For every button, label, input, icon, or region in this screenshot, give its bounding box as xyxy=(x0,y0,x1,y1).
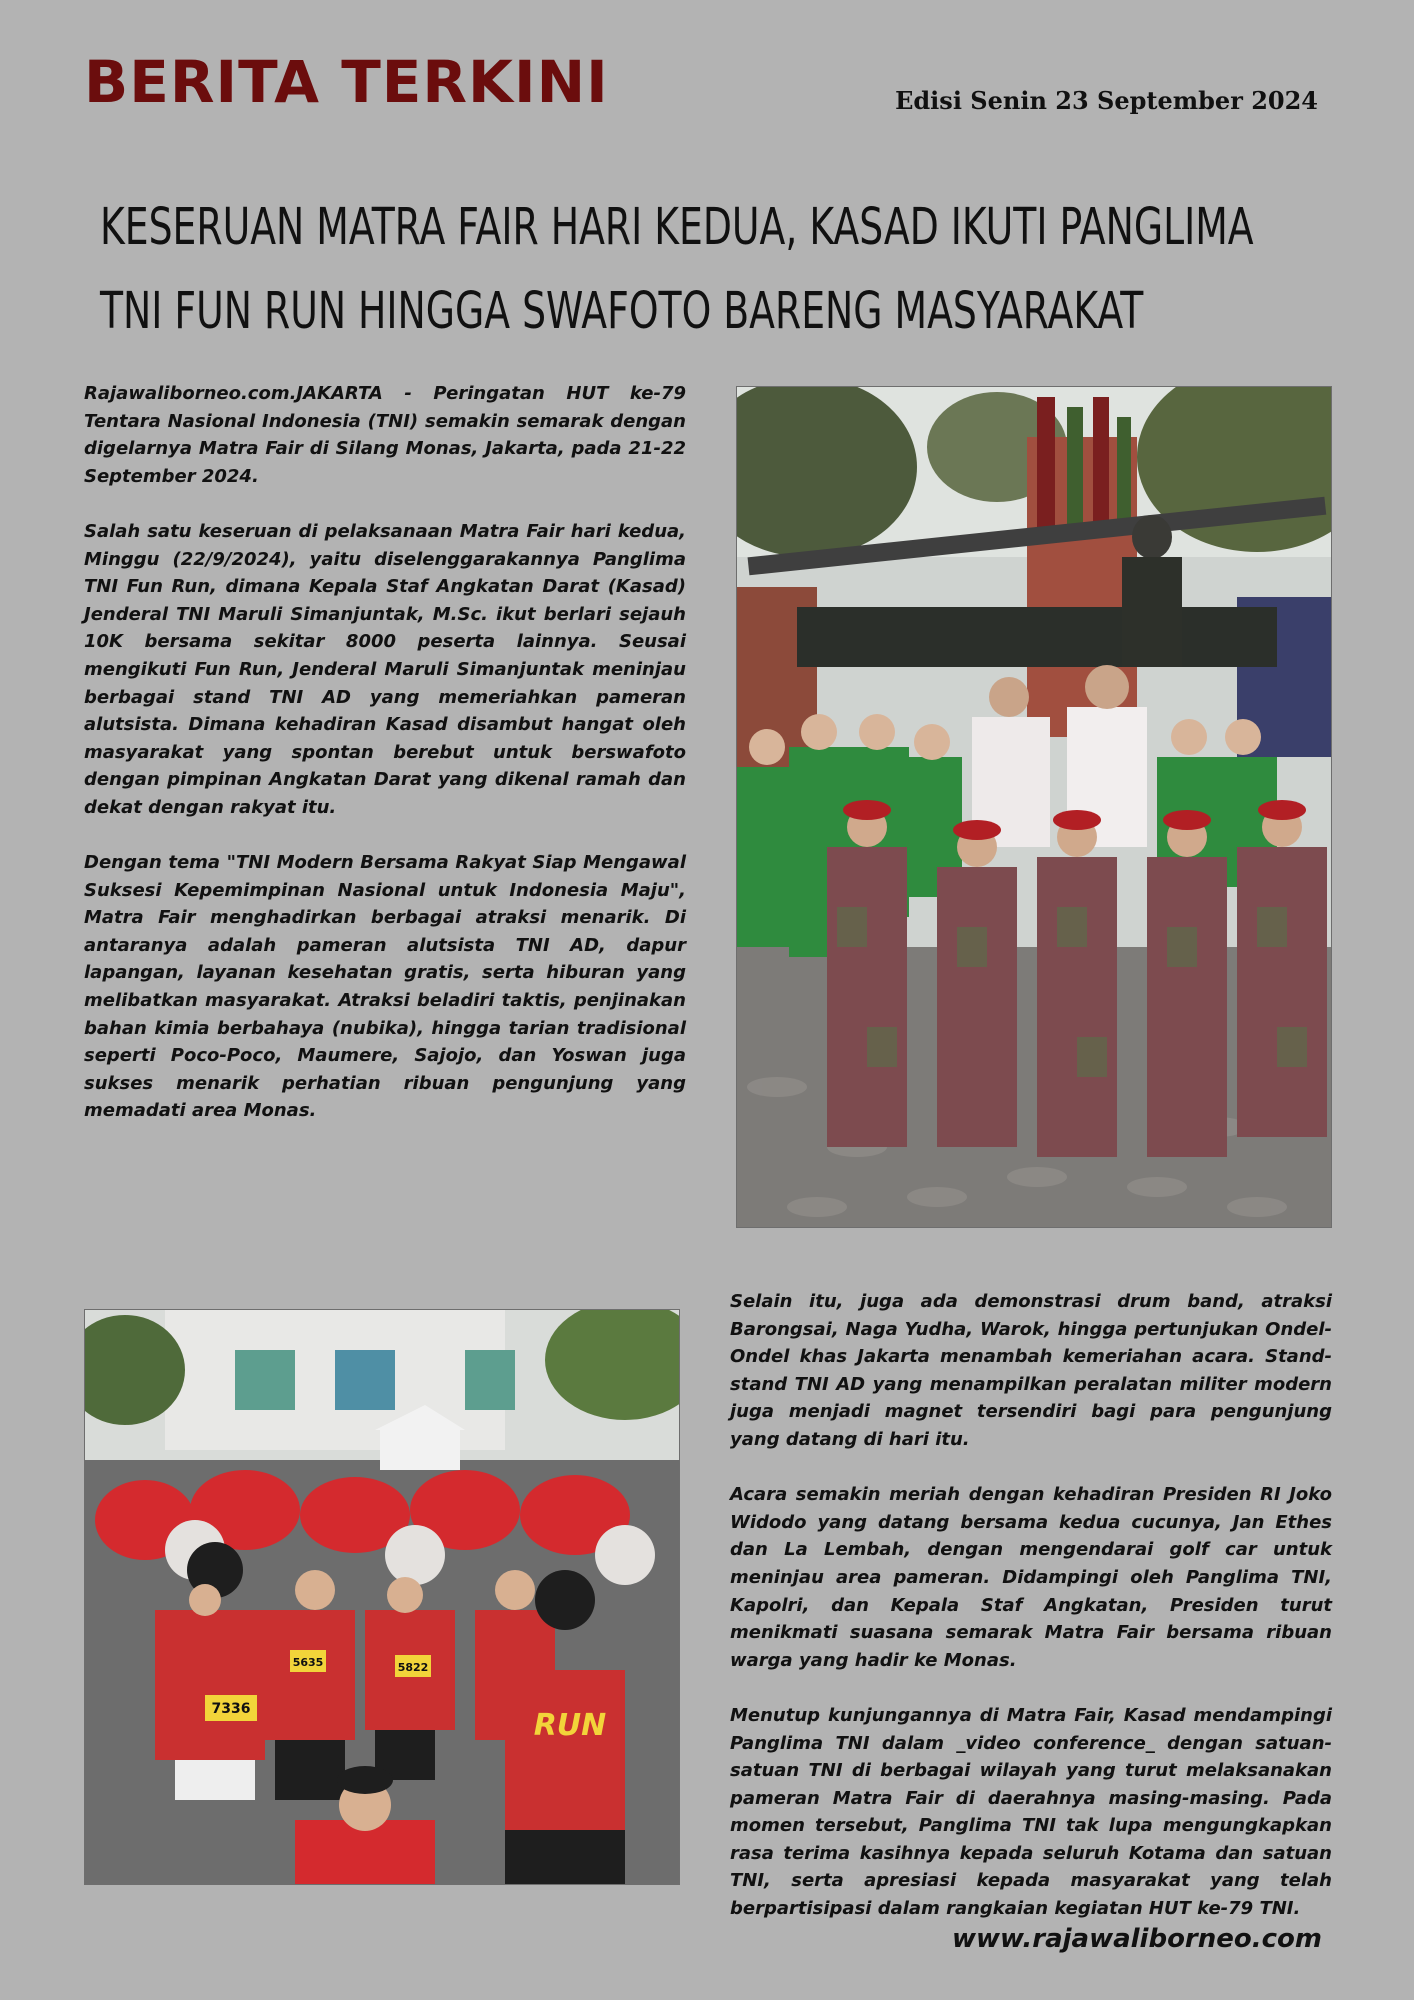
paragraph: Dengan tema "TNI Modern Bersama Rakyat Siap Mengawal Suksesi Kepemimpinan Nasional untuk Indonesia Maju", Matra Fair menghadirkan berbagai atraksi menarik. Di antaranya adalah pameran alutsista TNI AD, dapur lapangan, layanan kesehatan gratis, serta hiburan yang melibatkan masyarakat. Atraksi beladiri taktis, penjinakan bahan kimia berbahaya (nubika), hingga tarian tradisional seperti Poco-Poco, Maumere, Sajojo, dan Yoswan juga sukses menarik perhatian ribuan pengunjung yang memadati area Monas. xyxy=(84,852,686,1122)
headline-line-1: KESERUAN MATRA FAIR HARI KEDUA, KASAD IKUTI PANGLIMA xyxy=(100,198,1254,257)
paragraph: Selain itu, juga ada demonstrasi drum band, atraksi Barongsai, Naga Yudha, Warok, hingga pertunjukan Ondel-Ondel khas Jakarta menambah kemeriahan acara. Stand-stand TNI AD yang menampilkan peralatan militer modern juga menjadi magnet tersendiri bagi para pengunjung yang datang di hari itu. xyxy=(730,1291,1332,1450)
article-column-right xyxy=(730,1288,1332,1950)
bib-number: 7336 xyxy=(211,1701,251,1717)
shirt-print: RUN xyxy=(533,1708,607,1743)
paragraph: Menutup kunjungannya di Matra Fair, Kasad mendampingi Panglima TNI dalam _video conference_ dengan satuan-satuan TNI di berbagai wilayah yang turut melaksanakan pameran Matra Fair di daerahnya masing-masing. Pada momen tersebut, Panglima TNI tak lupa mengungkapkan rasa terima kasihnya kepada seluruh Kotama dan satuan TNI, serta apresiasi kepada masyarakat yang telah berpartisipasi dalam rangkaian kegiatan HUT ke-79 TNI. xyxy=(730,1704,1332,1920)
edition-date: Edisi Senin 23 September 2024 xyxy=(895,86,1318,115)
photo-fun-run-crowd xyxy=(84,1309,680,1885)
paragraph: Acara semakin meriah dengan kehadiran Presiden RI Joko Widodo yang datang bersama kedua cucunya, Jan Ethes dan La Lembah, dengan mengendarai golf car untuk meninjau area pameran. Didampingi oleh Panglima TNI, Kapolri, dan Kepala Staf Angkatan, Presiden turut menikmati suasana semarak Matra Fair bersama ribuan warga yang hadir ke Monas. xyxy=(730,1484,1332,1671)
article-headline xyxy=(100,186,1254,354)
bib-number: 5822 xyxy=(397,1661,429,1674)
masthead: BERITA TERKINI xyxy=(84,48,609,116)
footer-website-link[interactable]: www.rajawaliborneo.com xyxy=(951,1924,1322,1954)
headline-line-2: TNI FUN RUN HINGGA SWAFOTO BARENG MASYARAKAT xyxy=(100,282,1144,341)
article-column-left xyxy=(84,380,686,1153)
paragraph: Rajawaliborneo.com.JAKARTA - Peringatan HUT ke-79 Tentara Nasional Indonesia (TNI) semakin semarak dengan digelarnya Matra Fair di Silang Monas, Jakarta, pada 21-22 September 2024. xyxy=(84,383,686,487)
bib-number: 5635 xyxy=(292,1656,324,1669)
photo-soldiers-group xyxy=(736,386,1332,1228)
paragraph: Salah satu keseruan di pelaksanaan Matra Fair hari kedua, Minggu (22/9/2024), yaitu diselenggarakannya Panglima TNI Fun Run, dimana Kepala Staf Angkatan Darat (Kasad) Jenderal TNI Maruli Simanjuntak, M.Sc. ikut berlari sejauh 10K bersama sekitar 8000 peserta lainnya. Seusai mengikuti Fun Run, Jenderal Maruli Simanjuntak meninjau berbagai stand TNI AD yang memeriahkan pameran alutsista. Dimana kehadiran Kasad disambut hangat oleh masyarakat yang spontan berebut untuk berswafoto dengan pimpinan Angkatan Darat yang dikenal ramah dan dekat dengan rakyat itu. xyxy=(84,520,686,818)
